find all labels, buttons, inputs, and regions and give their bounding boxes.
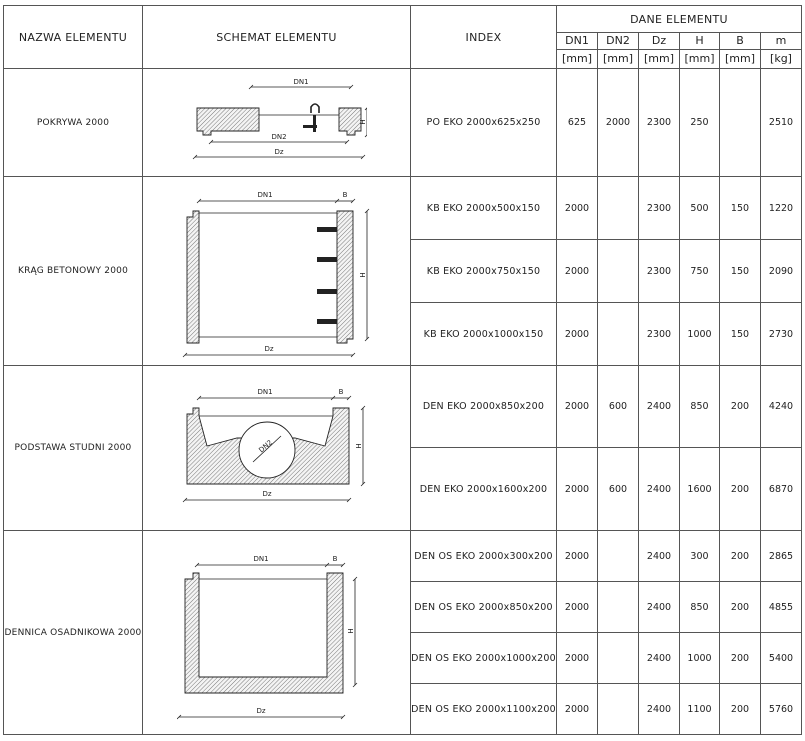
value-b: 150 bbox=[720, 240, 761, 303]
header-schema: SCHEMAT ELEMENTU bbox=[143, 6, 411, 69]
value-dn2 bbox=[598, 177, 639, 240]
label-dz: Dz bbox=[273, 147, 284, 156]
value-dn2: 600 bbox=[598, 448, 639, 531]
value-dn1: 2000 bbox=[557, 531, 598, 582]
header-param-dn2: DN2 bbox=[598, 33, 639, 50]
value-m: 6870 bbox=[761, 448, 802, 531]
value-dn1: 2000 bbox=[557, 633, 598, 684]
schema-base bbox=[143, 366, 411, 531]
header-param-dn1: DN1 bbox=[557, 33, 598, 50]
value-b: 200 bbox=[720, 531, 761, 582]
label-dn1: DN1 bbox=[256, 191, 273, 199]
header-param-dz: Dz bbox=[639, 33, 680, 50]
element-name: DENNICA OSADNIKOWA 2000 bbox=[4, 531, 143, 735]
table-row bbox=[4, 366, 802, 448]
index-cell: DEN EKO 2000x1600x200 bbox=[411, 448, 557, 531]
value-h: 1100 bbox=[680, 684, 720, 735]
index-cell: KB EKO 2000x500x150 bbox=[411, 177, 557, 240]
header-element-data: DANE ELEMENTU bbox=[557, 6, 802, 33]
value-b: 200 bbox=[720, 582, 761, 633]
value-b: 150 bbox=[720, 177, 761, 240]
value-dz: 2400 bbox=[639, 531, 680, 582]
label-dz: Dz bbox=[255, 706, 266, 715]
value-dz: 2400 bbox=[639, 448, 680, 531]
value-b: 150 bbox=[720, 303, 761, 366]
value-m: 4240 bbox=[761, 366, 802, 448]
element-name: PODSTAWA STUDNI 2000 bbox=[4, 366, 143, 531]
value-dn2 bbox=[598, 240, 639, 303]
schema-cover bbox=[143, 69, 411, 177]
label-b: B bbox=[342, 191, 347, 199]
label-dn1: DN1 bbox=[292, 77, 309, 86]
header-param-b: B bbox=[720, 33, 761, 50]
schema-ring bbox=[143, 177, 411, 366]
value-dz: 2300 bbox=[639, 69, 680, 177]
value-dn1: 2000 bbox=[557, 684, 598, 735]
header-index: INDEX bbox=[411, 6, 557, 69]
label-h: H bbox=[358, 272, 367, 278]
value-b: 200 bbox=[720, 684, 761, 735]
value-m: 2730 bbox=[761, 303, 802, 366]
header-unit-h: [mm] bbox=[680, 50, 720, 69]
label-h: H bbox=[346, 627, 355, 634]
value-dz: 2400 bbox=[639, 684, 680, 735]
index-cell: DEN OS EKO 2000x1100x200 bbox=[411, 684, 557, 735]
value-dn1: 2000 bbox=[557, 177, 598, 240]
value-dz: 2400 bbox=[639, 366, 680, 448]
cover-drawing bbox=[187, 75, 367, 171]
label-dn2: DN2 bbox=[256, 438, 274, 455]
value-dn1: 2000 bbox=[557, 582, 598, 633]
value-m: 1220 bbox=[761, 177, 802, 240]
index-cell: DEN OS EKO 2000x300x200 bbox=[411, 531, 557, 582]
value-dn2 bbox=[598, 582, 639, 633]
index-cell: KB EKO 2000x750x150 bbox=[411, 240, 557, 303]
header-unit-dn1: [mm] bbox=[557, 50, 598, 69]
value-dz: 2400 bbox=[639, 582, 680, 633]
label-b: B bbox=[332, 554, 337, 563]
header-element-name: NAZWA ELEMENTU bbox=[4, 6, 143, 69]
header-param-h: H bbox=[680, 33, 720, 50]
header-unit-b: [mm] bbox=[720, 50, 761, 69]
value-h: 850 bbox=[680, 582, 720, 633]
label-dn2: DN2 bbox=[270, 132, 287, 141]
value-dz: 2300 bbox=[639, 177, 680, 240]
value-h: 1600 bbox=[680, 448, 720, 531]
value-h: 850 bbox=[680, 366, 720, 448]
value-b: 200 bbox=[720, 366, 761, 448]
value-m: 2090 bbox=[761, 240, 802, 303]
value-dn2 bbox=[598, 303, 639, 366]
value-b: 200 bbox=[720, 633, 761, 684]
value-b: 200 bbox=[720, 448, 761, 531]
value-dn2: 2000 bbox=[598, 69, 639, 177]
value-m: 5760 bbox=[761, 684, 802, 735]
element-name: KRĄG BETONOWY 2000 bbox=[4, 177, 143, 366]
index-cell: DEN EKO 2000x850x200 bbox=[411, 366, 557, 448]
base-drawing bbox=[177, 372, 377, 524]
value-m: 2510 bbox=[761, 69, 802, 177]
label-dz: Dz bbox=[263, 345, 274, 353]
value-h: 750 bbox=[680, 240, 720, 303]
table-row bbox=[4, 69, 802, 177]
value-dn2 bbox=[598, 633, 639, 684]
header-unit-dn2: [mm] bbox=[598, 50, 639, 69]
header-unit-dz: [mm] bbox=[639, 50, 680, 69]
label-h: H bbox=[354, 443, 363, 449]
value-b bbox=[720, 69, 761, 177]
table-row bbox=[4, 177, 802, 240]
value-dn2 bbox=[598, 684, 639, 735]
value-dn2 bbox=[598, 531, 639, 582]
label-dz: Dz bbox=[261, 490, 272, 498]
header-param-m: m bbox=[761, 33, 802, 50]
value-h: 500 bbox=[680, 177, 720, 240]
value-m: 4855 bbox=[761, 582, 802, 633]
value-dn1: 2000 bbox=[557, 448, 598, 531]
label-dn1: DN1 bbox=[252, 554, 269, 563]
value-dn1: 625 bbox=[557, 69, 598, 177]
value-dz: 2400 bbox=[639, 633, 680, 684]
value-h: 300 bbox=[680, 531, 720, 582]
element-name: POKRYWA 2000 bbox=[4, 69, 143, 177]
value-dn1: 2000 bbox=[557, 240, 598, 303]
index-cell: DEN OS EKO 2000x850x200 bbox=[411, 582, 557, 633]
label-h: H bbox=[358, 118, 367, 125]
schema-settling-base bbox=[143, 531, 411, 735]
value-h: 250 bbox=[680, 69, 720, 177]
element-table bbox=[3, 5, 802, 735]
value-m: 5400 bbox=[761, 633, 802, 684]
label-b: B bbox=[338, 388, 343, 396]
value-h: 1000 bbox=[680, 303, 720, 366]
value-dn1: 2000 bbox=[557, 303, 598, 366]
settling-base-drawing bbox=[177, 535, 377, 731]
value-dz: 2300 bbox=[639, 240, 680, 303]
header-unit-m: [kg] bbox=[761, 50, 802, 69]
ring-drawing bbox=[177, 179, 377, 363]
value-dn1: 2000 bbox=[557, 366, 598, 448]
table-row bbox=[4, 531, 802, 582]
index-cell: PO EKO 2000x625x250 bbox=[411, 69, 557, 177]
value-m: 2865 bbox=[761, 531, 802, 582]
label-dn1: DN1 bbox=[256, 388, 273, 396]
value-dz: 2300 bbox=[639, 303, 680, 366]
index-cell: KB EKO 2000x1000x150 bbox=[411, 303, 557, 366]
value-h: 1000 bbox=[680, 633, 720, 684]
value-dn2: 600 bbox=[598, 366, 639, 448]
index-cell: DEN OS EKO 2000x1000x200 bbox=[411, 633, 557, 684]
